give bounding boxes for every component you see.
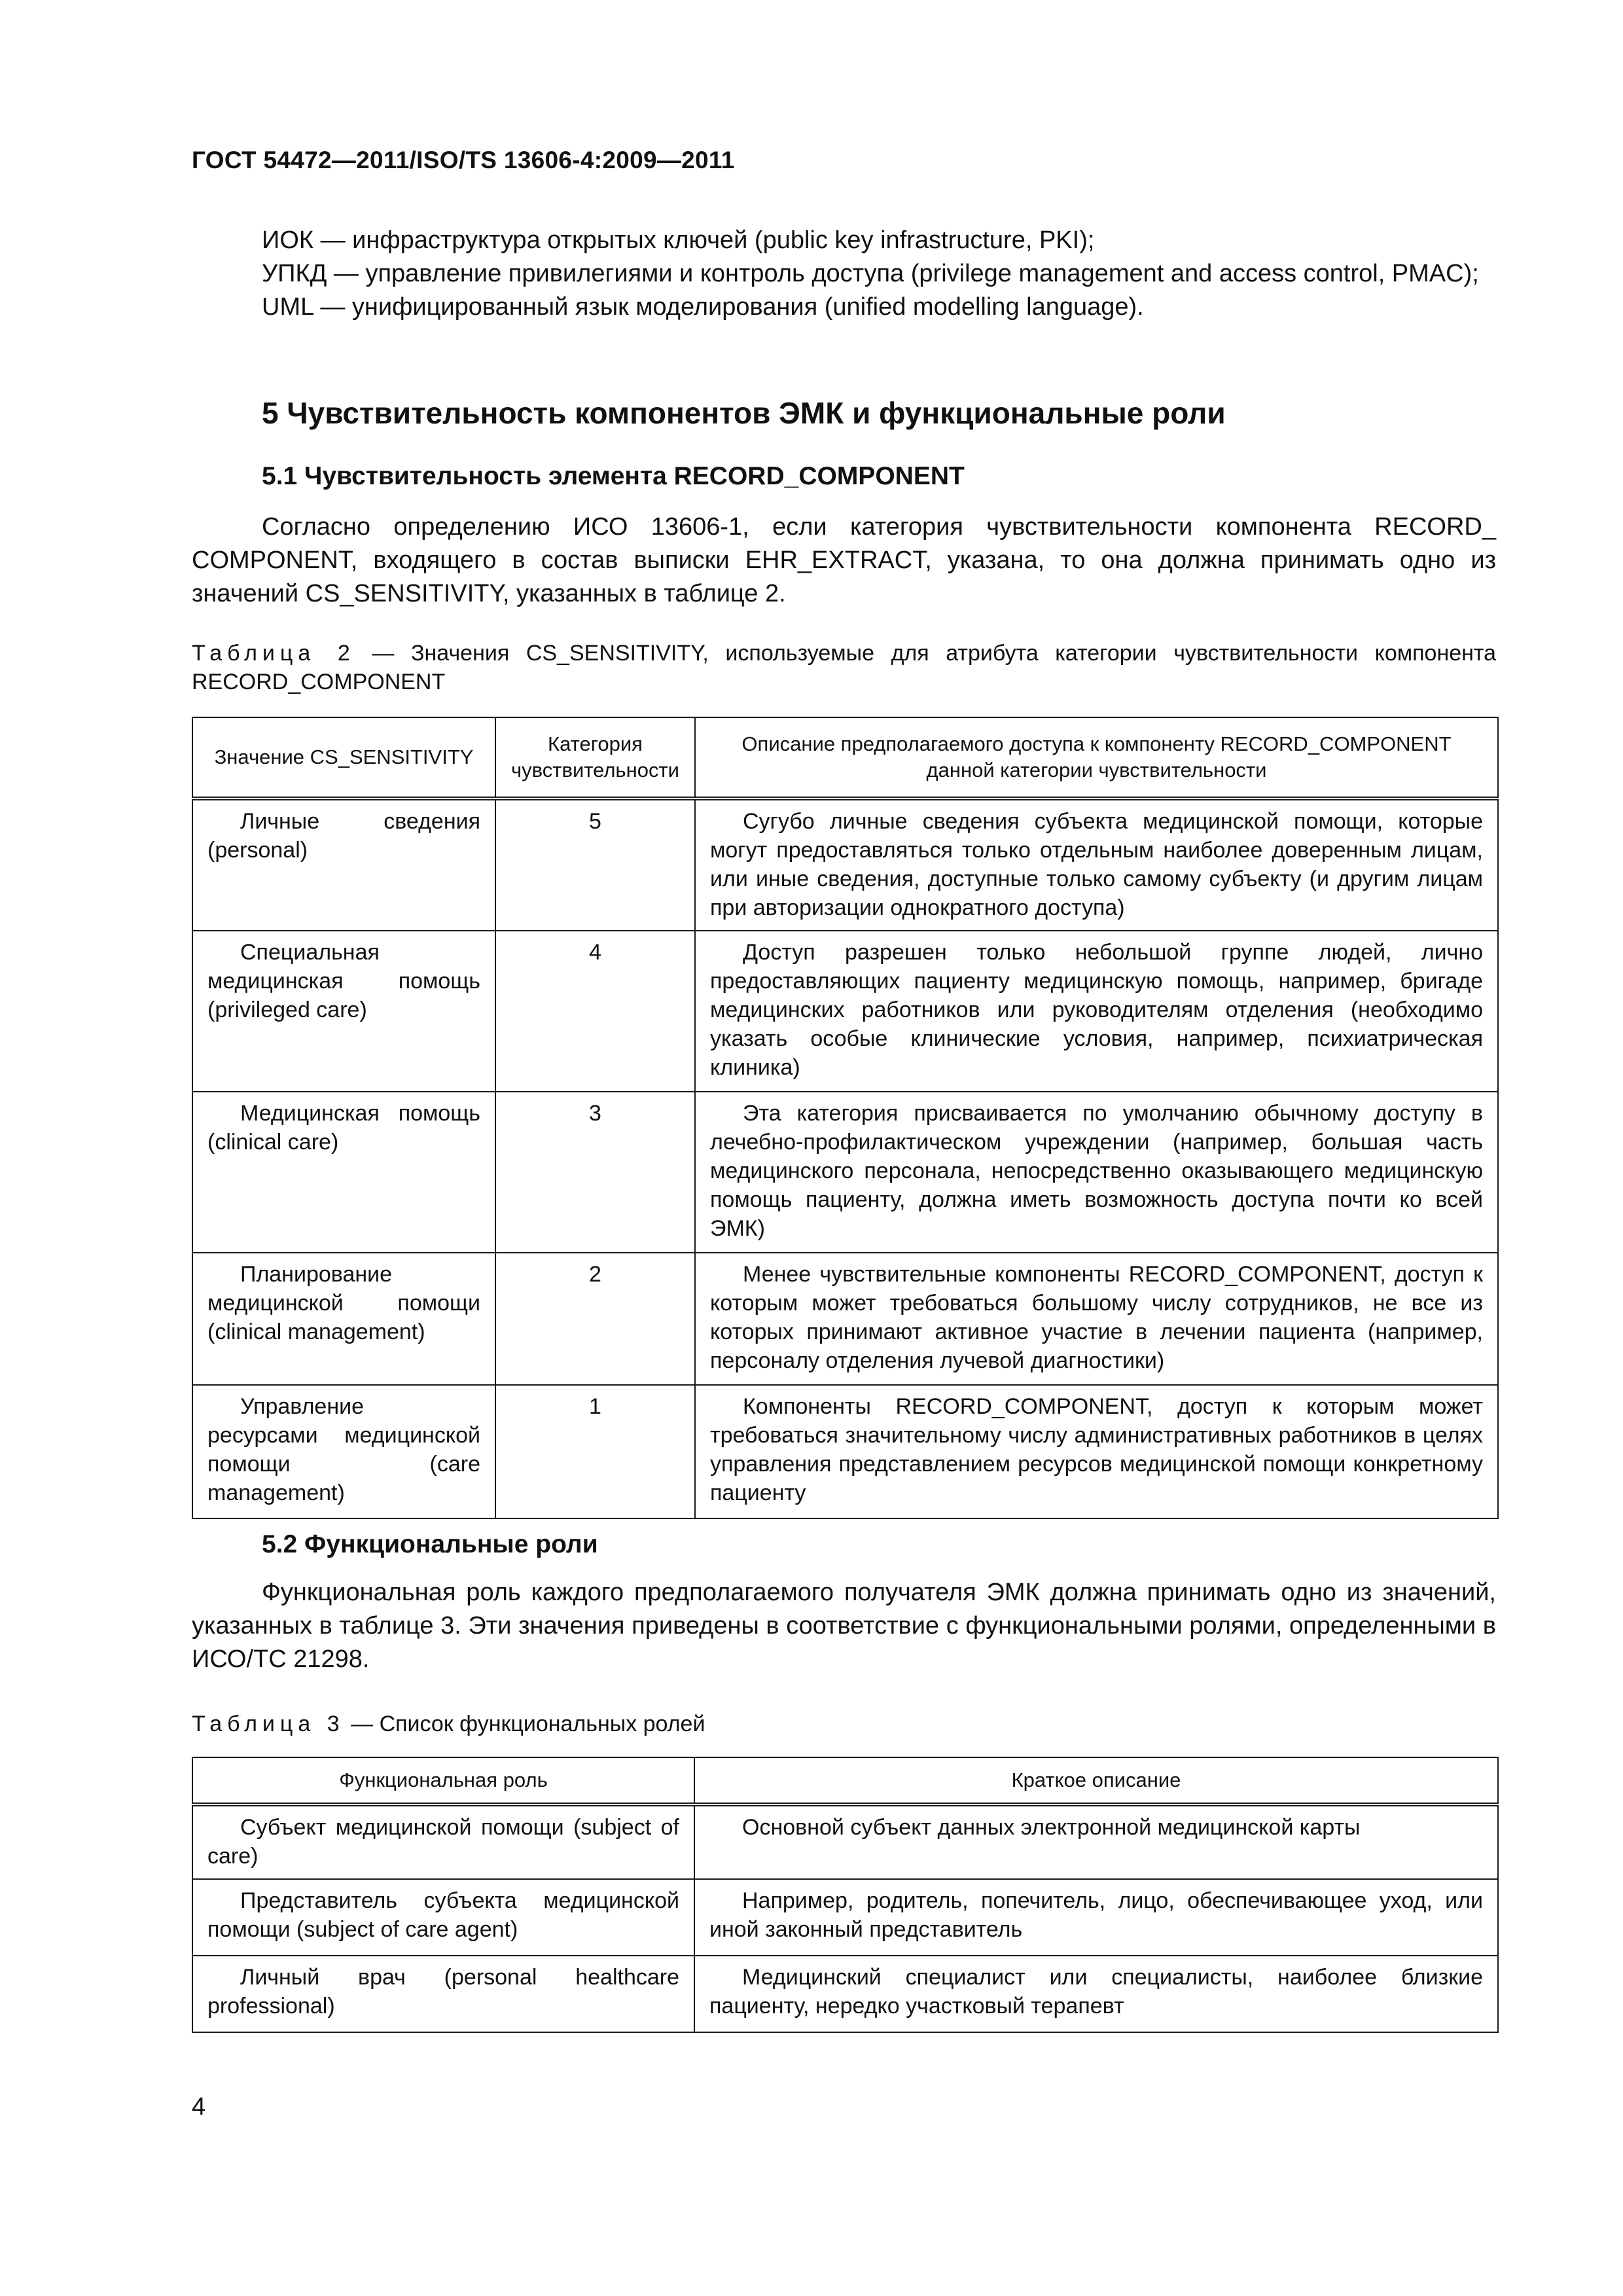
section-5-2-paragraph-block [192, 1576, 1496, 1676]
table-3-cell-description: Медицинский специалист или специалисты, наиболее близкие пациенту, нередко участковый терапевт [694, 1956, 1498, 2032]
page-number: 4 [192, 2093, 206, 2121]
table-2-cell-value: Управление ресурсами медицинской помощи (care management) [192, 1385, 495, 1518]
table-2-caption-text: — Значения CS_SENSITIVITY, используемые для атрибута категории чувствительности компонента RECORD_COMPONENT [192, 641, 1497, 694]
table-3-caption-text: — Список функциональных ролей [344, 1712, 705, 1736]
document-header: ГОСТ 54472—2011/ISO/TS 13606-4:2009—2011 [192, 147, 735, 173]
table-row [192, 931, 1498, 1092]
table-2-header-value: Значение CS_SENSITIVITY [192, 717, 495, 798]
table-3-cell-description: Например, родитель, попечитель, лицо, обеспечивающее уход, или иной законный представитель [694, 1879, 1498, 1956]
table-3 [192, 1757, 1499, 2033]
table-3-cell-role: Личный врач (personal healthcare professional) [192, 1956, 694, 2032]
table-3-caption-label: Таблица 3 [192, 1712, 345, 1736]
table-3-cell-role: Субъект медицинской помощи (subject of care) [192, 1804, 694, 1879]
table-2 [192, 717, 1499, 1519]
table-row [192, 1092, 1498, 1253]
table-3-header-role: Функциональная роль [192, 1757, 694, 1804]
table-row [192, 798, 1498, 931]
section-5-2-paragraph: Функциональная роль каждого предполагаемого получателя ЭМК должна принимать одно из значений, указанных в таблице 3. Эти значения приведены в соответствие с функциональными ролями, определенными в ИСО/ТС 21298. [192, 1579, 1496, 1673]
table-row [192, 1253, 1498, 1385]
table-2-cell-description: Менее чувствительные компоненты RECORD_COMPONENT, доступ к которым может требоваться большому числу сотрудников, не все из которых принимают активное участие в лечении пациента (например, персоналу отделения лучевой диагностики) [695, 1253, 1498, 1385]
table-2-cell-value: Специальная медицинская помощь (privileged care) [192, 931, 495, 1092]
table-3-cell-description: Основной субъект данных электронной медицинской карты [694, 1804, 1498, 1879]
table-row [192, 1956, 1498, 2032]
table-3-cell-role: Представитель субъекта медицинской помощи (subject of care agent) [192, 1879, 694, 1956]
table-2-cell-description: Сугубо личные сведения субъекта медицинской помощи, которые могут предоставляться только отдельным наиболее доверенным лицам, или иные сведения, доступные только самому субъекту (и другим лицам при авторизации однократного доступа) [695, 798, 1498, 931]
table-2-cell-category: 5 [495, 798, 695, 931]
table-3-caption [192, 1710, 1496, 1738]
table-2-header-description: Описание предполагаемого доступа к компоненту RECORD_COMPONENT данной категории чувствительности [695, 717, 1498, 798]
table-2-caption-label: Таблица 2 [192, 641, 355, 666]
section-5-1-heading: 5.1 Чувствительность элемента RECORD_COMPONENT [262, 462, 965, 490]
abbreviations-list [192, 224, 1496, 324]
table-2-cell-value: Планирование медицинской помощи (clinical management) [192, 1253, 495, 1385]
table-3-header-description: Краткое описание [694, 1757, 1498, 1804]
table-2-cell-description: Доступ разрешен только небольшой группе людей, лично предоставляющих пациенту медицинскую помощь, например, бригаде медицинских работников или руководителям отделения (необходимо указать особые клинические условия, например, психиатрическая клиника) [695, 931, 1498, 1092]
table-3-header-row [192, 1757, 1498, 1804]
table-2-cell-category: 4 [495, 931, 695, 1092]
table-row [192, 1804, 1498, 1879]
table-2-header-category: Категория чувствительности [495, 717, 695, 798]
section-5-2-heading: 5.2 Функциональные роли [262, 1530, 598, 1558]
abbreviation-pmac: УПКД — управление привилегиями и контроль доступа (privilege management and access control, PMAC); [262, 260, 1479, 287]
abbreviation-uml: UML — унифицированный язык моделирования (unified modelling language). [262, 293, 1144, 321]
table-row [192, 1385, 1498, 1518]
table-2-header-row [192, 717, 1498, 798]
table-2-cell-category: 3 [495, 1092, 695, 1253]
section-5-1-paragraph: Согласно определению ИСО 13606-1, если категория чувствительности компонента RECORD_ COMPONENT, входящего в состав выписки EHR_EXTRACT, указана, то она должна принимать одно из значений CS_SENSITIVITY, указанных в таблице 2. [192, 513, 1496, 607]
abbreviation-pki: ИОК — инфраструктура открытых ключей (public key infrastructure, PKI); [262, 226, 1095, 254]
table-2-cell-description: Эта категория присваивается по умолчанию обычному доступу в лечебно-профилактическом учреждении (например, большая часть медицинского персонала, непосредственно оказывающего медицинскую помощь пациенту, должна иметь возможность доступа почти ко всей ЭМК) [695, 1092, 1498, 1253]
table-row [192, 1879, 1498, 1956]
section-5-1-paragraph-block [192, 511, 1496, 611]
section-5-heading: 5 Чувствительность компонентов ЭМК и функциональные роли [262, 396, 1226, 430]
table-2-cell-description: Компоненты RECORD_COMPONENT, доступ к которым может требоваться значительному числу административных работников в целях управления представлением ресурсов медицинской помощи конкретному пациенту [695, 1385, 1498, 1518]
table-2-cell-category: 2 [495, 1253, 695, 1385]
table-2-caption [192, 639, 1496, 696]
table-2-cell-category: 1 [495, 1385, 695, 1518]
table-2-cell-value: Медицинская помощь (clinical care) [192, 1092, 495, 1253]
table-2-cell-value: Личные сведения (personal) [192, 798, 495, 931]
